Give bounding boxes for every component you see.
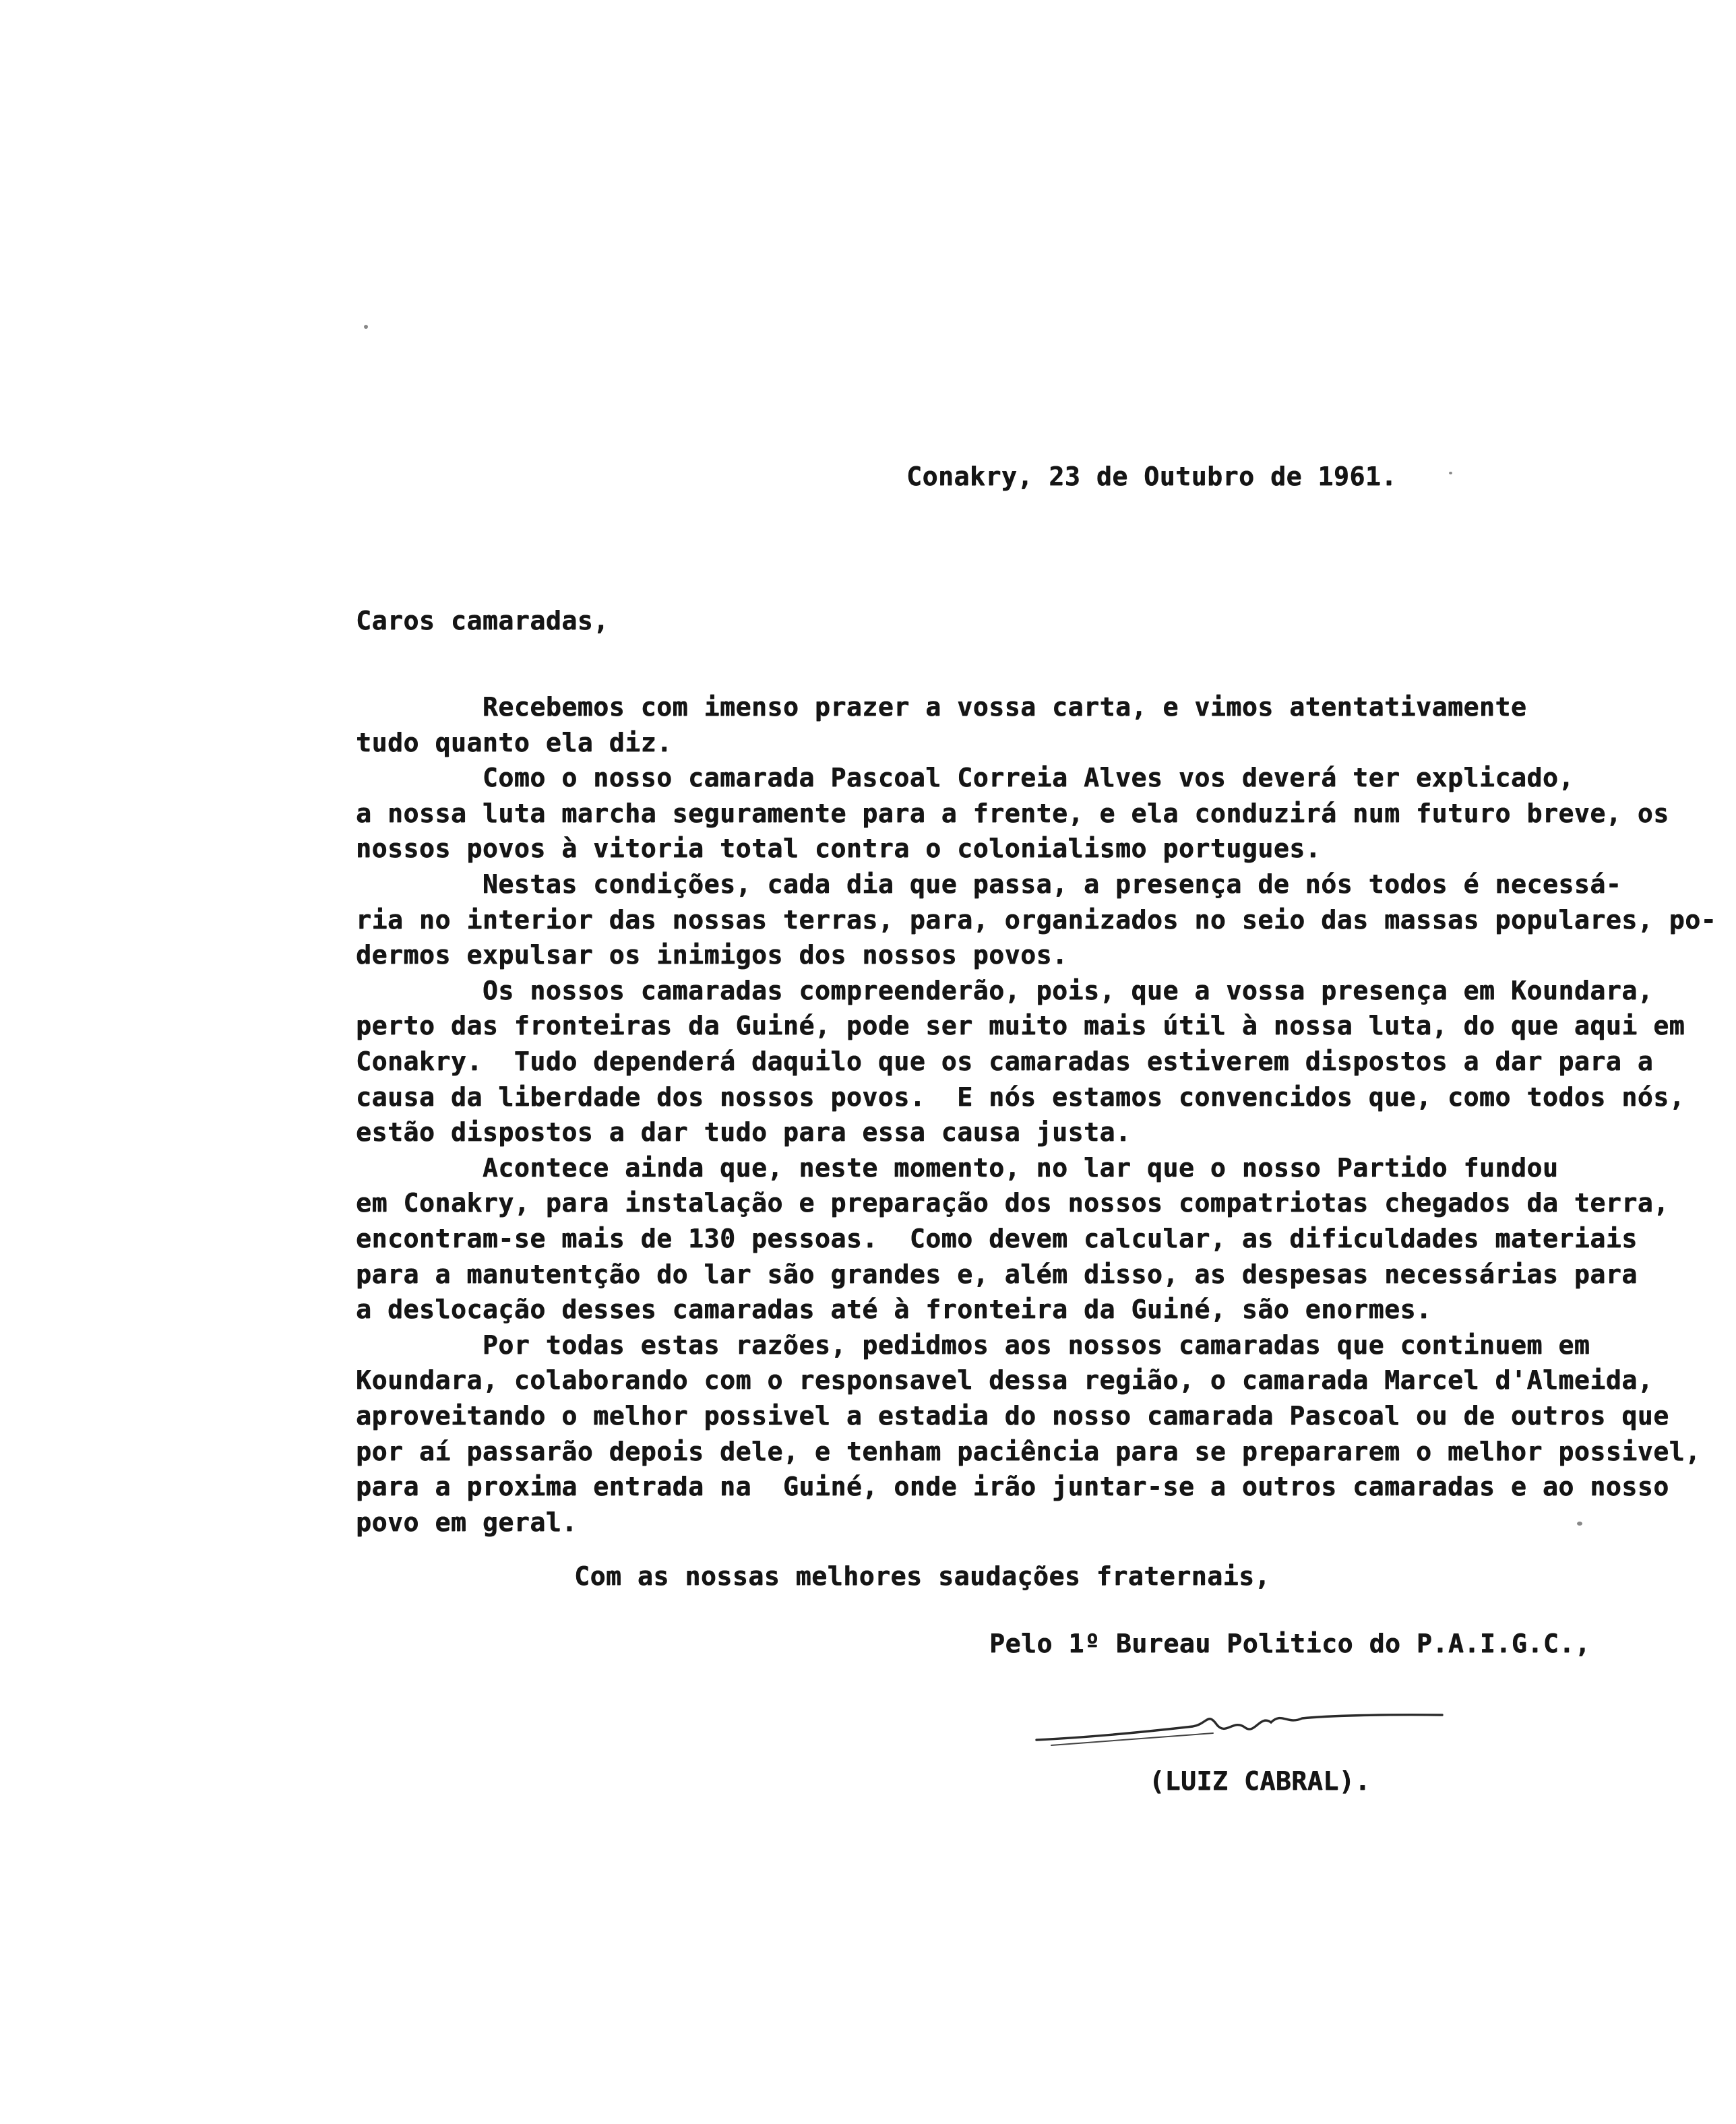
- body-line: aproveitando o melhor possivel a estadia do nosso camarada Pascoal ou de outros que: [356, 1401, 1669, 1431]
- paper-speck: [1449, 472, 1452, 474]
- body-line: Conakry. Tudo dependerá daquilo que os camaradas estiverem dispostos a dar para a: [356, 1047, 1654, 1076]
- body-line: ria no interior das nossas terras, para, organizados no seio das massas populares, po-: [356, 904, 1717, 935]
- handwritten-signature: [1031, 1698, 1489, 1752]
- body-line: nossos povos à vitoria total contra o colonialismo portugues.: [356, 834, 1322, 864]
- body-line: Por todas estas razões, pedidmos aos nossos camaradas que continuem em: [356, 1330, 1590, 1360]
- body-line: Nestas condições, cada dia que passa, a presença de nós todos é necessá-: [356, 869, 1622, 899]
- body-line: para a proxima entrada na Guiné, onde irão juntar-se a outros camaradas e ao nosso: [356, 1472, 1669, 1502]
- paper-speck: [1577, 1522, 1582, 1526]
- body-line: Acontece ainda que, neste momento, no lar que o nosso Partido fundou: [356, 1152, 1559, 1183]
- body-line: Como o nosso camarada Pascoal Correia Alves vos deverá ter explicado,: [356, 763, 1574, 793]
- signatory-name: (LUIZ CABRAL).: [1149, 1766, 1371, 1796]
- body-line: em Conakry, para instalação e preparação dos nossos compatriotas chegados da terra,: [356, 1188, 1669, 1218]
- body-line: Koundara, colaborando com o responsavel dessa região, o camarada Marcel d'Almeida,: [356, 1365, 1654, 1396]
- greeting: Caros camaradas,: [356, 606, 609, 635]
- date-line: Conakry, 23 de Outubro de 1961.: [906, 462, 1397, 491]
- body-line: por aí passarão depois dele, e tenham paciência para se prepararem o melhor possivel,: [356, 1436, 1701, 1466]
- paper-speck: [364, 325, 368, 329]
- body-line: povo em geral.: [356, 1507, 578, 1537]
- body-line: a deslocação desses camaradas até à fronteira da Guiné, são enormes.: [356, 1294, 1432, 1325]
- body-line: a nossa luta marcha seguramente para a frente, e ela conduzirá num futuro breve, os: [356, 798, 1669, 828]
- body-line: dermos expulsar os inimigos dos nossos povos.: [356, 940, 1068, 970]
- body-line: perto das fronteiras da Guiné, pode ser muito mais útil à nossa luta, do que aqui em: [356, 1011, 1685, 1041]
- body-line: Recebemos com imenso prazer a vossa carta, e vimos atentativamente: [356, 692, 1527, 722]
- body-line: tudo quanto ela diz.: [356, 727, 673, 757]
- body-line: encontram-se mais de 130 pessoas. Como devem calcular, as dificuldades materiais: [356, 1224, 1638, 1253]
- closing-salutation: Com as nossas melhores saudações fraternais,: [574, 1561, 1271, 1591]
- body-line: estão dispostos a dar tudo para essa causa justa.: [356, 1117, 1132, 1148]
- body-line: para a manutentção do lar são grandes e, além disso, as despesas necessárias para: [356, 1259, 1638, 1289]
- body-line: causa da liberdade dos nossos povos. E nós estamos convencidos que, como todos nós,: [356, 1082, 1685, 1112]
- body-line: Os nossos camaradas compreenderão, pois, que a vossa presença em Koundara,: [356, 975, 1654, 1005]
- sender-line: Pelo 1º Bureau Politico do P.A.I.G.C.,: [989, 1629, 1591, 1658]
